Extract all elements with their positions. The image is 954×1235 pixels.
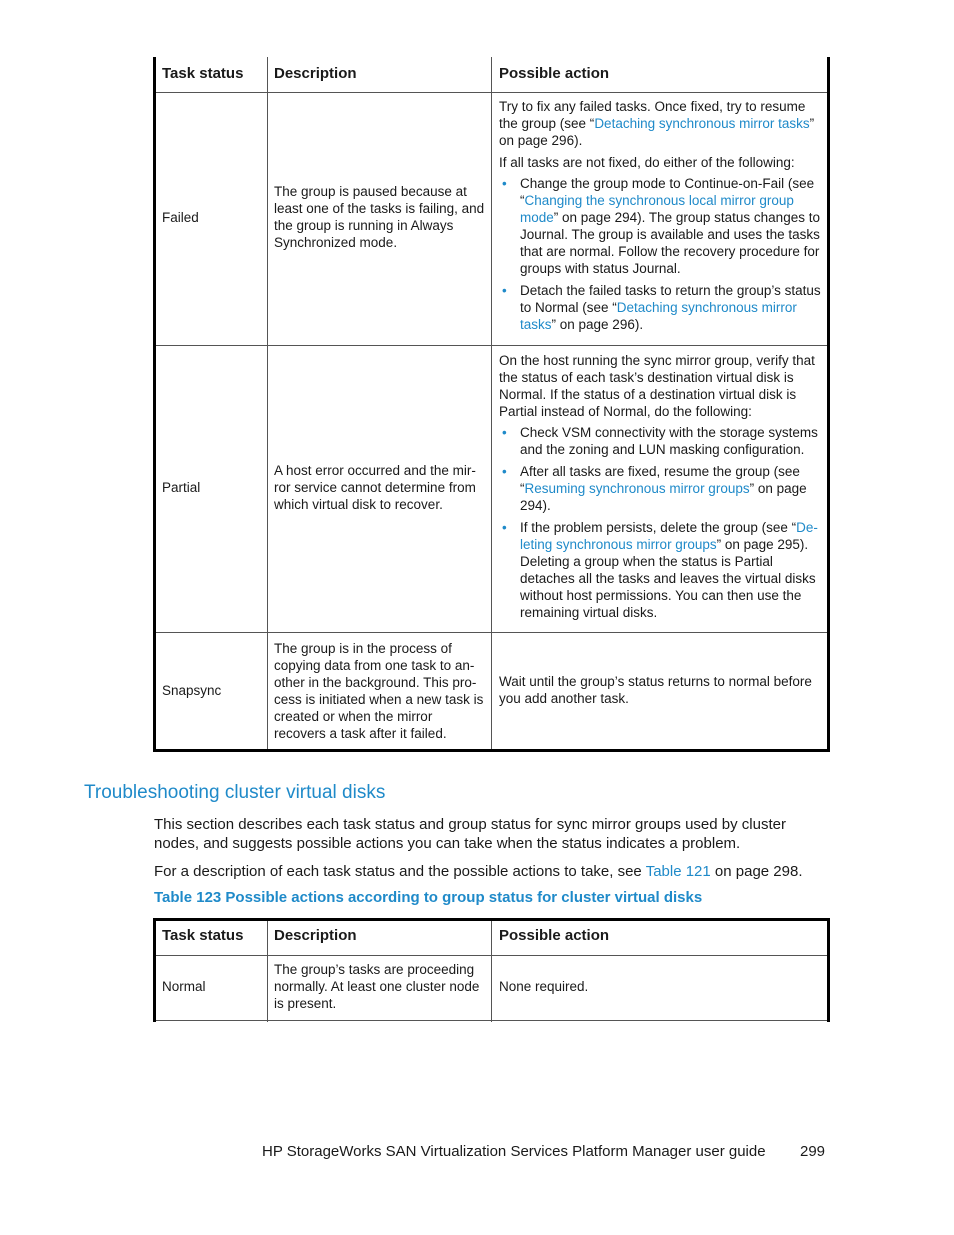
header-possible-action: Possible action — [499, 65, 610, 82]
header-possible-action: Possible action — [499, 927, 610, 944]
link-detaching-tasks[interactable]: Detaching synchronous mirror tasks — [520, 300, 797, 332]
action-normal: None required. — [499, 979, 589, 994]
bullet-item — [499, 463, 827, 514]
action-partial — [499, 352, 827, 626]
column-divider — [267, 921, 268, 1022]
task-status-table-continued — [153, 57, 830, 752]
intro-paragraph: This section describes each task status and group status for sync mirror groups used by cluster nodes, and suggests possible actions you can take when the status indicates a problem. — [154, 816, 786, 852]
bullet-item — [499, 424, 827, 458]
action-paragraph — [499, 98, 827, 149]
column-divider — [491, 57, 492, 749]
header-rule — [156, 92, 827, 93]
reference-paragraph — [154, 862, 834, 881]
text: Detach the failed tasks to return the group’s status to Normal (see “ — [520, 283, 821, 315]
description-normal: The group’s tasks are proceeding normally. At least one cluster node is present. — [274, 962, 480, 1011]
action-bullets — [499, 424, 827, 621]
action-bullets — [499, 175, 827, 333]
status-snapsync: Snapsync — [162, 683, 222, 698]
link-deleting-groups[interactable]: De-leting synchronous mirror groups — [520, 520, 818, 552]
bullet-item — [499, 282, 827, 333]
text: ” on page 294). — [520, 481, 807, 513]
header-task-status: Task status — [162, 927, 244, 944]
description-partial: A host error occurred and the mir-ror service cannot determine from which virtual disk to recover. — [274, 463, 476, 512]
header-rule — [156, 955, 827, 956]
text: on page 298. — [710, 863, 803, 880]
column-divider — [267, 57, 268, 749]
header-description: Description — [274, 65, 357, 82]
status-failed: Failed — [162, 210, 199, 225]
text: Try to fix any failed tasks. Once fixed, try to resume the group (see “ — [499, 99, 806, 131]
text: Change the group mode to Continue-on-Fail (see “ — [520, 176, 815, 208]
status-normal: Normal — [162, 979, 206, 994]
bullet-item — [499, 519, 827, 621]
section-heading: Troubleshooting cluster virtual disks — [84, 782, 386, 803]
status-partial: Partial — [162, 480, 201, 495]
text: ” on page 296). — [551, 317, 644, 332]
action-failed — [499, 98, 827, 338]
action-snapsync: Wait until the group’s status returns to normal before you add another task. — [499, 674, 812, 706]
text: Check VSM connectivity with the storage systems and the zoning and LUN masking configuration. — [520, 425, 818, 457]
description-failed: The group is paused because at least one of the tasks is failing, and the group is running in Always Synchronized mode. — [274, 184, 485, 250]
action-paragraph: On the host running the sync mirror group, verify that the status of each task’s destination virtual disk is Normal. If the status of a destination virtual disk is Partial instead of Normal, do the following: — [499, 353, 815, 419]
table-caption: Table 123 Possible actions according to group status for cluster virtual disks — [154, 889, 703, 906]
text: If the problem persists, delete the group (see “ — [520, 520, 797, 535]
text: ” on page 295). Deleting a group when the status is Partial detaches all the tasks and leaves the virtual disks without host permissions. You can then use the remaining virtual disks. — [520, 537, 816, 620]
bottom-rule — [156, 1020, 827, 1021]
link-resuming-groups[interactable]: Resuming synchronous mirror groups — [524, 481, 750, 496]
action-paragraph: If all tasks are not fixed, do either of the following: — [499, 155, 795, 170]
text: For a description of each task status and the possible actions to take, see — [154, 863, 646, 880]
link-detaching-tasks[interactable]: Detaching synchronous mirror tasks — [594, 116, 810, 131]
header-description: Description — [274, 927, 357, 944]
link-changing-mode[interactable]: Changing the synchronous local mirror group mode — [520, 193, 794, 225]
footer-document-title: HP StorageWorks SAN Virtualization Services Platform Manager user guide — [262, 1143, 766, 1160]
text: ” on page 296). — [499, 116, 815, 148]
page-number: 299 — [800, 1143, 826, 1160]
column-divider — [491, 921, 492, 1022]
text: ” on page 294). The group status changes to Journal. The group is available and uses the tasks that are normal. Follow the recovery procedure for groups with status Journal. — [520, 210, 820, 276]
link-table-121[interactable]: Table 121 — [645, 863, 711, 880]
description-snapsync: The group is in the process of copying data from one task to an-other in the background. This pro-cess is initiated when a new task is created or when the mirror recovers a task after it failed. — [274, 641, 484, 741]
row-divider — [156, 632, 827, 633]
text: After all tasks are fixed, resume the group (see “ — [520, 464, 800, 496]
header-task-status: Task status — [162, 65, 244, 82]
cluster-status-table — [153, 918, 830, 1022]
bullet-item — [499, 175, 827, 277]
row-divider — [156, 345, 827, 346]
